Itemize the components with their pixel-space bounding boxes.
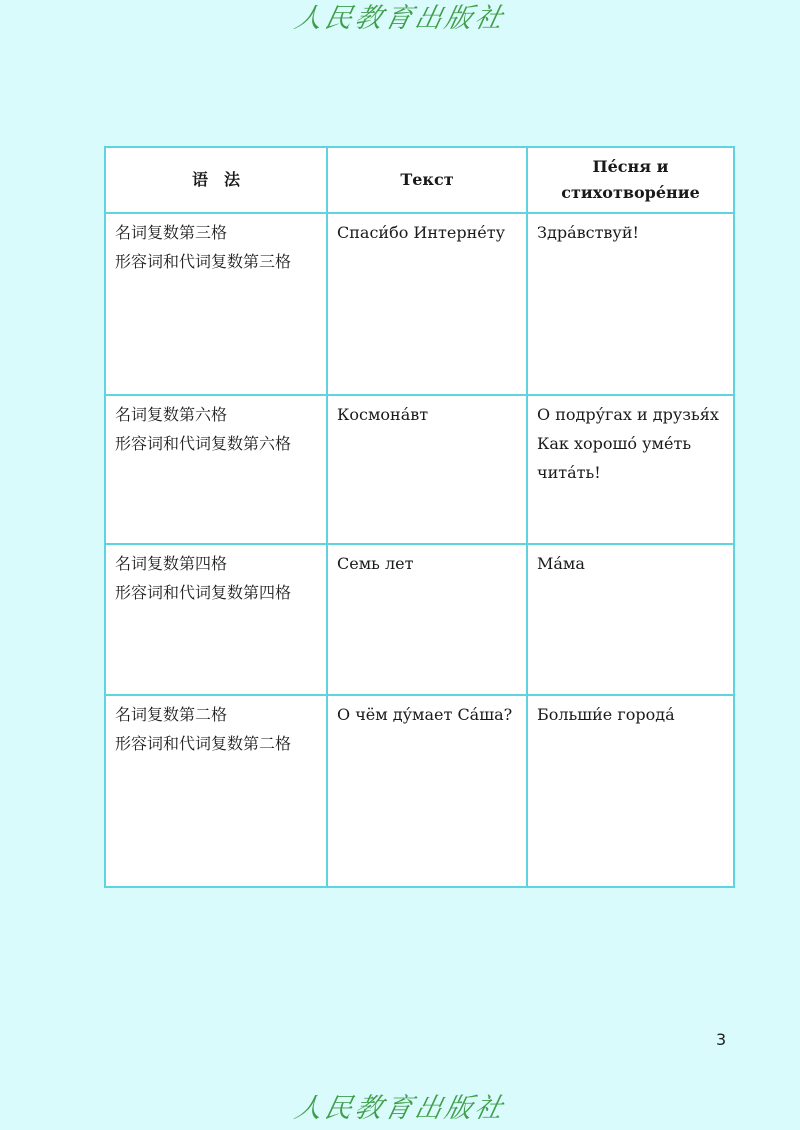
song-title-line: чита́ть! (537, 463, 601, 482)
song-title-line: Ма́ма (537, 554, 585, 573)
table-row (105, 695, 734, 887)
song-title-line: Здра́вствуй! (537, 223, 639, 242)
song-cell (527, 213, 734, 395)
text-title: Космона́вт (337, 405, 429, 424)
grammar-line: 名词复数第四格 (115, 554, 228, 573)
table-header-row (105, 147, 734, 213)
song-title-line: Как хорошо́ уме́ть (537, 434, 692, 453)
grammar-line: 形容词和代词复数第三格 (115, 252, 292, 271)
table-row (105, 544, 734, 695)
table-row (105, 395, 734, 544)
header-text: Текст (327, 147, 527, 213)
text-cell (327, 544, 527, 695)
syllabus-table (104, 146, 735, 888)
grammar-line: 形容词和代词复数第二格 (115, 734, 292, 753)
publisher-logo-bottom (0, 1092, 800, 1126)
song-cell (527, 695, 734, 887)
grammar-line: 名词复数第三格 (115, 223, 228, 242)
grammar-line: 名词复数第六格 (115, 405, 228, 424)
grammar-line: 形容词和代词复数第四格 (115, 583, 292, 602)
text-cell (327, 395, 527, 544)
text-cell (327, 213, 527, 395)
table-row (105, 213, 734, 395)
grammar-cell (105, 695, 327, 887)
page-number: 3 (716, 1030, 727, 1049)
text-title: О чём ду́мает Са́ша? (337, 705, 513, 724)
grammar-line: 形容词和代词复数第六格 (115, 434, 292, 453)
song-title-line: О подру́гах и друзья́х (537, 405, 719, 424)
song-cell (527, 544, 734, 695)
text-cell (327, 695, 527, 887)
grammar-cell (105, 213, 327, 395)
song-cell (527, 395, 734, 544)
grammar-cell (105, 395, 327, 544)
publisher-logo-text: 人民教育出版社 (291, 1093, 509, 1124)
header-song: Пе́сня и стихотворе́ние (527, 147, 734, 213)
text-title: Спаси́бо Интерне́ту (337, 223, 505, 242)
grammar-cell (105, 544, 327, 695)
text-title: Семь лет (337, 554, 414, 573)
header-grammar: 语 法 (105, 147, 327, 213)
song-title-line: Больши́е города́ (537, 705, 675, 724)
publisher-logo-top (0, 2, 800, 36)
publisher-logo-text: 人民教育出版社 (291, 3, 509, 34)
grammar-line: 名词复数第二格 (115, 705, 228, 724)
